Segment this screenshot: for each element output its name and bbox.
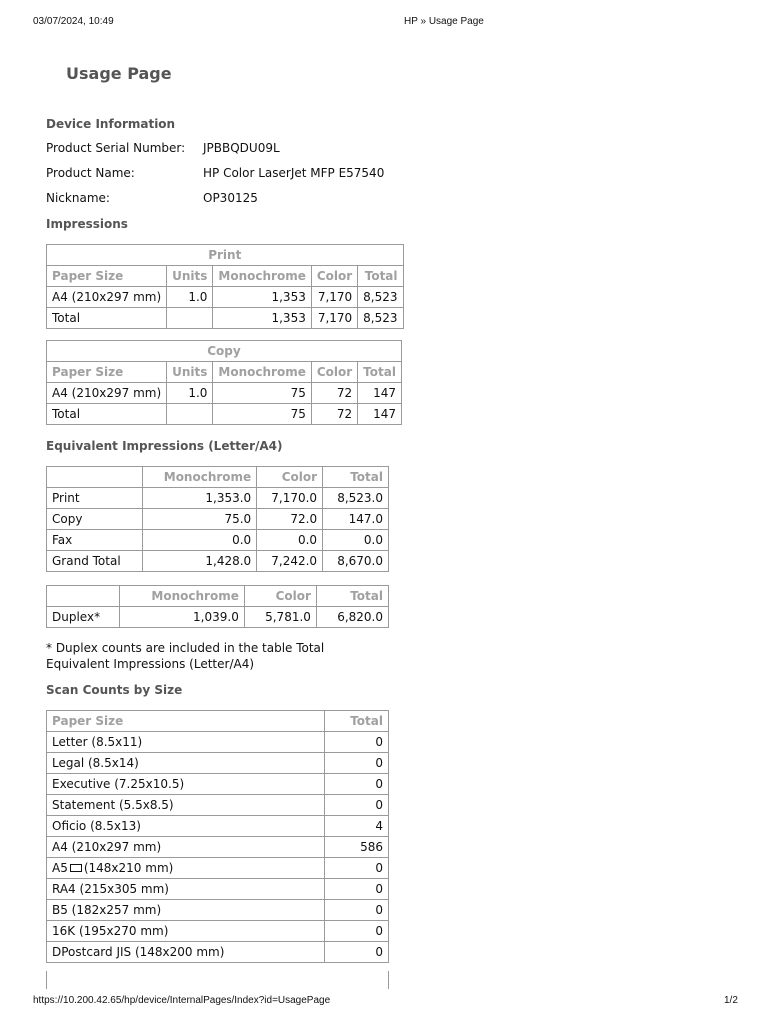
table-row — [47, 795, 389, 816]
table-cell: Legal (8.5x14) — [47, 753, 325, 774]
table-row — [47, 732, 389, 753]
scan-heading: Scan Counts by Size — [46, 683, 183, 697]
column-header: Color — [244, 586, 316, 607]
table-row — [47, 530, 389, 551]
table-cell: 0 — [325, 753, 389, 774]
table-header-row — [47, 711, 389, 732]
table-cell — [167, 308, 213, 329]
print-date: 03/07/2024, 10:49 — [33, 16, 114, 27]
table-cell: 0.0 — [257, 530, 323, 551]
column-header: Color — [257, 467, 323, 488]
table-row — [47, 774, 389, 795]
print-page-title: HP » Usage Page — [404, 16, 484, 27]
table-cell: 72 — [311, 404, 357, 425]
column-header: Units — [167, 266, 213, 287]
table-row — [47, 383, 402, 404]
nickname-value: OP30125 — [203, 191, 258, 205]
table-cell: 0 — [325, 774, 389, 795]
column-header: Total — [316, 586, 388, 607]
table-cell: 5,781.0 — [244, 607, 316, 628]
table-cell: 1,353 — [213, 308, 311, 329]
print-page-number: 1/2 — [724, 995, 738, 1006]
table-row — [47, 942, 389, 963]
table-row — [47, 753, 389, 774]
column-header: Total — [358, 362, 402, 383]
table-cell: Statement (5.5x8.5) — [47, 795, 325, 816]
table-cell: 0 — [325, 942, 389, 963]
impressions-heading: Impressions — [46, 217, 128, 231]
table-cell: 1,353 — [213, 287, 311, 308]
table-cell: 8,670.0 — [323, 551, 389, 572]
table-cell — [167, 404, 213, 425]
table-cell: 0 — [325, 858, 389, 879]
column-header — [47, 467, 143, 488]
table-cell: 7,170 — [311, 308, 357, 329]
column-header: Units — [167, 362, 213, 383]
table-cell: 0.0 — [323, 530, 389, 551]
table-cell: 72 — [311, 383, 357, 404]
landscape-orientation-icon — [70, 864, 82, 872]
table-cell: Print — [47, 488, 143, 509]
table-cell: 1.0 — [167, 383, 213, 404]
table-row — [47, 900, 389, 921]
table-cell: A4 (210x297 mm) — [47, 383, 167, 404]
table-cell: 75 — [213, 404, 311, 425]
table-cell: 72.0 — [257, 509, 323, 530]
column-header: Total — [358, 266, 403, 287]
print-impressions-table — [46, 244, 404, 329]
column-header: Total — [323, 467, 389, 488]
table-header-row — [47, 266, 404, 287]
column-header: Monochrome — [143, 467, 257, 488]
table-row — [47, 816, 389, 837]
table-cell: A4 (210x297 mm) — [47, 287, 167, 308]
table-cell: 586 — [325, 837, 389, 858]
column-header: Total — [325, 711, 389, 732]
table-cell: Total — [47, 308, 167, 329]
copy-caption: Copy — [47, 341, 402, 362]
column-header: Paper Size — [47, 266, 167, 287]
table-cell: 6,820.0 — [316, 607, 388, 628]
table-cell: 0 — [325, 921, 389, 942]
table-cell: 147 — [358, 404, 402, 425]
print-caption: Print — [47, 245, 404, 266]
table-row — [47, 308, 404, 329]
table-cell: DPostcard JIS (148x200 mm) — [47, 942, 325, 963]
product-name-label: Product Name: — [46, 166, 135, 180]
table-header-row — [47, 362, 402, 383]
table-cell: 0.0 — [143, 530, 257, 551]
table-cell: RA4 (215x305 mm) — [47, 879, 325, 900]
copy-impressions-table — [46, 340, 402, 425]
table-row — [47, 607, 389, 628]
print-url: https://10.200.42.65/hp/device/InternalPages/Index?id=UsagePage — [33, 995, 331, 1006]
table-cell: B5 (182x257 mm) — [47, 900, 325, 921]
table-row — [47, 551, 389, 572]
table-cell: Executive (7.25x10.5) — [47, 774, 325, 795]
table-cell: 1.0 — [167, 287, 213, 308]
table-cell: 8,523.0 — [323, 488, 389, 509]
table-cell: 147.0 — [323, 509, 389, 530]
nickname-label: Nickname: — [46, 191, 110, 205]
table-cell: 147 — [358, 383, 402, 404]
table-cell: 7,170 — [311, 287, 357, 308]
print-header — [0, 16, 768, 30]
serial-value: JPBBQDU09L — [203, 141, 280, 155]
table-cell: Fax — [47, 530, 143, 551]
column-header: Paper Size — [47, 362, 167, 383]
table-cell: 4 — [325, 816, 389, 837]
table-header-row — [47, 586, 389, 607]
table-cell: 7,170.0 — [257, 488, 323, 509]
page-title: Usage Page — [66, 64, 172, 83]
column-header — [47, 586, 120, 607]
product-name-value: HP Color LaserJet MFP E57540 — [203, 166, 385, 180]
table-cell: 1,039.0 — [120, 607, 245, 628]
table-cell: 75.0 — [143, 509, 257, 530]
duplex-note: * Duplex counts are included in the table Total Equivalent Impressions (Letter/A4) — [46, 641, 325, 671]
table-cell: Grand Total — [47, 551, 143, 572]
serial-label: Product Serial Number: — [46, 141, 186, 155]
table-cell: 8,523 — [358, 308, 403, 329]
table-cell: 75 — [213, 383, 311, 404]
table-cell: 0 — [325, 900, 389, 921]
a5-dimensions: (148x210 mm) — [83, 861, 174, 875]
scan-counts-table — [46, 710, 389, 963]
table-cell: Letter (8.5x11) — [47, 732, 325, 753]
equivalent-impressions-table — [46, 466, 389, 572]
table-cell: 0 — [325, 795, 389, 816]
table-cell: Duplex* — [47, 607, 120, 628]
table-cell: 1,428.0 — [143, 551, 257, 572]
table-cell: 0 — [325, 732, 389, 753]
table-cell: A4 (210x297 mm) — [47, 837, 325, 858]
table-cell — [47, 858, 325, 879]
table-cell: 16K (195x270 mm) — [47, 921, 325, 942]
table-cell: Oficio (8.5x13) — [47, 816, 325, 837]
equivalent-heading: Equivalent Impressions (Letter/A4) — [46, 439, 283, 453]
column-header: Color — [311, 362, 357, 383]
table-row — [47, 404, 402, 425]
column-header: Monochrome — [213, 266, 311, 287]
table-cell: 8,523 — [358, 287, 403, 308]
table-cell: Total — [47, 404, 167, 425]
table-continuation — [46, 971, 389, 989]
table-row — [47, 509, 389, 530]
table-cell: 0 — [325, 879, 389, 900]
print-footer — [0, 995, 768, 1009]
table-row — [47, 837, 389, 858]
table-row — [47, 488, 389, 509]
table-cell: 1,353.0 — [143, 488, 257, 509]
column-header: Monochrome — [120, 586, 245, 607]
column-header: Color — [311, 266, 357, 287]
column-header: Paper Size — [47, 711, 325, 732]
table-row — [47, 287, 404, 308]
a5-label: A5 — [52, 861, 68, 875]
table-header-row — [47, 467, 389, 488]
duplex-table — [46, 585, 389, 628]
table-row — [47, 858, 389, 879]
table-row — [47, 921, 389, 942]
table-cell: Copy — [47, 509, 143, 530]
device-info-heading: Device Information — [46, 117, 176, 131]
table-cell: 7,242.0 — [257, 551, 323, 572]
column-header: Monochrome — [213, 362, 311, 383]
table-row — [47, 879, 389, 900]
